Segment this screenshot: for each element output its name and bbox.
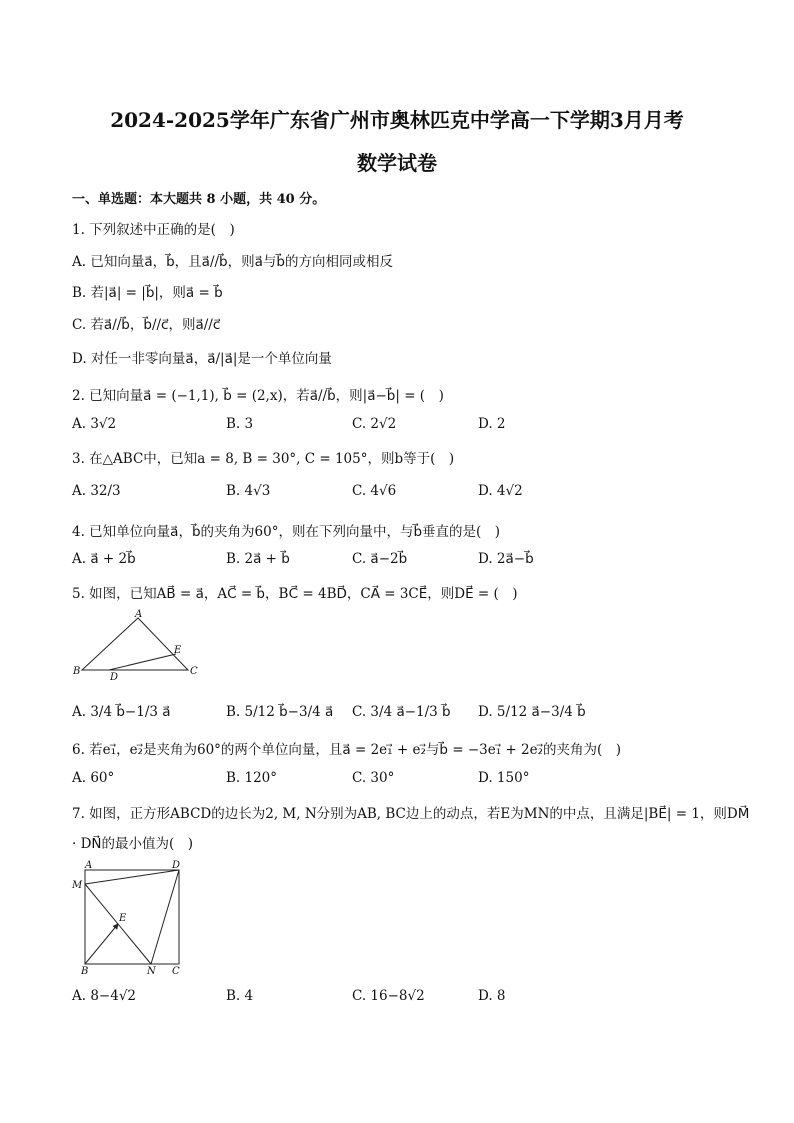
question-5-stem: 5. 如图，已知AB⃗ = a⃗，AC⃗ = b⃗，BC⃗ = 4BD⃗，CA⃗ = 3CE⃗，则DE⃗ = ( ) bbox=[72, 586, 518, 602]
figure-label-n: N bbox=[147, 966, 156, 976]
question-7-option-b: B. 4 bbox=[226, 988, 254, 1004]
question-1-option-c: C. 若a⃗//b⃗，b⃗//c⃗，则a⃗//c⃗ bbox=[72, 317, 221, 333]
question-7-option-a: A. 8−4√2 bbox=[72, 988, 137, 1004]
question-6-stem: 6. 若e₁⃗，e₂⃗是夹角为60°的两个单位向量，且a⃗ = 2e₁⃗ + e₂⃗与b⃗ = −3e₁⃗ + 2e₂⃗的夹角为( ) bbox=[72, 742, 622, 758]
figure-label-a: A bbox=[85, 860, 93, 871]
question-2-stem: 2. 已知向量a⃗ = (−1,1), b⃗ = (2,x)，若a⃗//b⃗，则|a⃗−b⃗| = ( ) bbox=[72, 388, 444, 404]
question-4-stem: 4. 已知单位向量a⃗，b⃗的夹角为60°，则在下列向量中，与b⃗垂直的是( ) bbox=[72, 524, 501, 540]
question-6-option-c: C. 30° bbox=[352, 770, 395, 786]
question-2-option-b: B. 3 bbox=[226, 416, 254, 432]
figure-label-b: B bbox=[81, 966, 89, 976]
figure-label-a: A bbox=[135, 609, 143, 620]
figure-label-c: C bbox=[190, 666, 198, 677]
question-1-option-a: A. 已知向量a⃗，b⃗，且a⃗//b⃗，则a⃗与b⃗的方向相同或相反 bbox=[72, 254, 393, 270]
figure-label-m: M bbox=[72, 880, 83, 891]
figure-label-e: E bbox=[119, 913, 127, 924]
figure-label-c: C bbox=[172, 966, 180, 976]
question-3-option-b: B. 4√3 bbox=[226, 483, 271, 499]
question-7-option-d: D. 8 bbox=[478, 988, 506, 1004]
question-4-option-c: C. a⃗−2b⃗ bbox=[352, 551, 408, 567]
section-heading: 一、单选题：本大题共 8 小题，共 40 分。 bbox=[72, 192, 326, 207]
exam-subtitle: 数学试卷 bbox=[357, 151, 437, 175]
question-2-option-d: D. 2 bbox=[478, 416, 506, 432]
question-7-option-c: C. 16−8√2 bbox=[352, 988, 425, 1004]
triangle-figure bbox=[68, 608, 208, 684]
question-7-stem: 7. 如图，正方形ABCD的边长为2, M, N分别为AB, BC边上的动点，若E为MN的中点，且满足|BE⃗| = 1，则DM⃗ bbox=[72, 806, 750, 822]
figure-label-b: B bbox=[73, 666, 81, 677]
question-3-option-a: A. 32/3 bbox=[72, 483, 121, 499]
square-figure bbox=[68, 858, 198, 976]
question-1-option-b: B. 若|a⃗| = |b⃗|，则a⃗ = b⃗ bbox=[72, 285, 223, 301]
question-4-option-a: A. a⃗ + 2b⃗ bbox=[72, 551, 136, 567]
question-5-option-c: C. 3/4 a⃗−1/3 b⃗ bbox=[352, 704, 451, 720]
question-7-stem-continued: · DN⃗的最小值为( ) bbox=[72, 836, 194, 852]
question-3-option-d: D. 4√2 bbox=[478, 483, 523, 499]
question-5-option-d: D. 5/12 a⃗−3/4 b⃗ bbox=[478, 704, 586, 720]
question-3-option-c: C. 4√6 bbox=[352, 483, 397, 499]
question-2-option-a: A. 3√2 bbox=[72, 416, 117, 432]
question-6-option-b: B. 120° bbox=[226, 770, 278, 786]
figure-label-d: D bbox=[110, 672, 119, 683]
question-5-option-a: A. 3/4 b⃗−1/3 a⃗ bbox=[72, 704, 171, 720]
question-6-option-d: D. 150° bbox=[478, 770, 530, 786]
question-1-option-d: D. 对任一非零向量a⃗，a⃗/|a⃗|是一个单位向量 bbox=[72, 351, 332, 367]
question-5-option-b: B. 5/12 b⃗−3/4 a⃗ bbox=[226, 704, 334, 720]
question-3-stem: 3. 在△ABC中，已知a = 8, B = 30°, C = 105°，则b等于( ) bbox=[72, 451, 455, 467]
question-4-option-b: B. 2a⃗ + b⃗ bbox=[226, 551, 290, 567]
question-4-option-d: D. 2a⃗−b⃗ bbox=[478, 551, 534, 567]
figure-label-d: D bbox=[172, 860, 181, 871]
question-6-option-a: A. 60° bbox=[72, 770, 115, 786]
figure-label-e: E bbox=[174, 645, 182, 656]
question-2-option-c: C. 2√2 bbox=[352, 416, 397, 432]
exam-title: 2024-2025学年广东省广州市奥林匹克中学高一下学期3月月考 bbox=[110, 108, 684, 132]
question-1-stem: 1. 下列叙述中正确的是( ) bbox=[72, 222, 235, 238]
